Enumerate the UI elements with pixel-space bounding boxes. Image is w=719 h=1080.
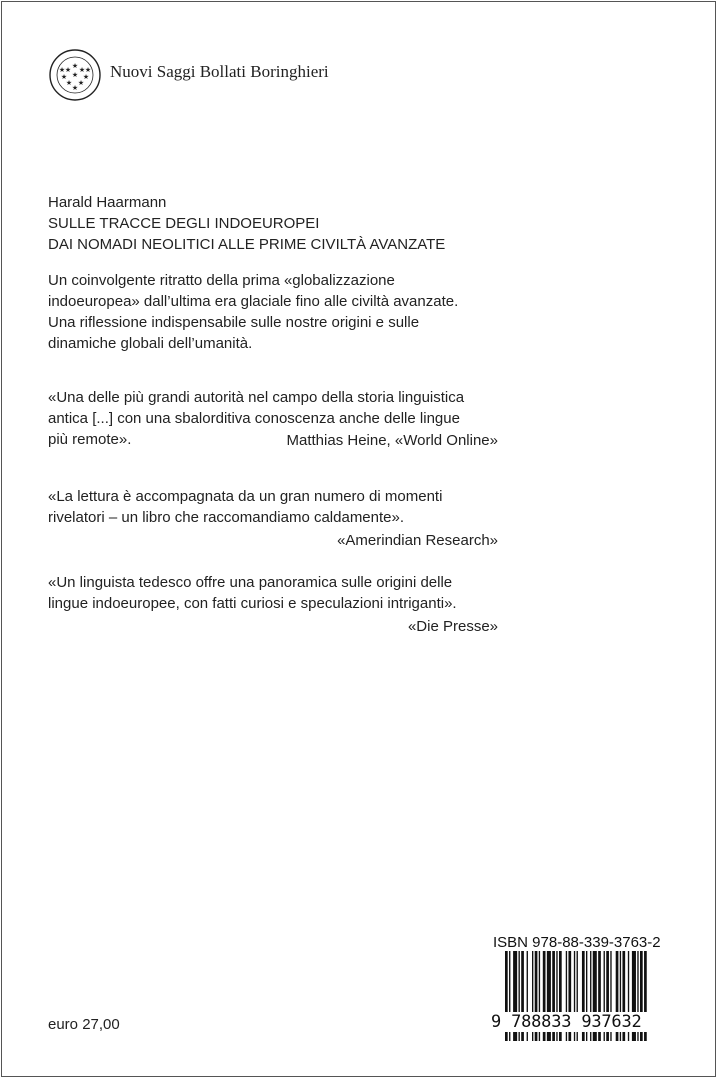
svg-text:★: ★ <box>60 74 68 81</box>
series-name: Nuovi Saggi Bollati Boringhieri <box>110 62 329 81</box>
svg-text:★: ★ <box>71 63 79 70</box>
quote-line: più remote». <box>48 431 132 448</box>
quote-source: «Amerindian Research» <box>337 532 498 549</box>
quote-line: «Un linguista tedesco offre una panoramica sulle origini delle <box>48 574 453 591</box>
author-name: Harald Haarmann <box>48 194 167 211</box>
svg-text:★: ★ <box>84 67 92 74</box>
star-seal-logo-icon <box>48 48 102 102</box>
quote-line: lingue indoeuropee, con fatti curiosi e speculazioni intriganti». <box>48 595 457 612</box>
review-quote <box>48 486 498 551</box>
price: euro 27,00 <box>48 1016 120 1033</box>
barcode-digits: 9 788833 937632 <box>491 1012 671 1032</box>
description-line: Un coinvolgente ritratto della prima «globalizzazione <box>48 272 395 289</box>
book-subtitle: DAI NOMADI NEOLITICI ALLE PRIME CIVILTÀ AVANZATE <box>48 236 446 253</box>
svg-text:★: ★ <box>77 80 85 87</box>
book-info <box>48 192 445 255</box>
svg-text:★: ★ <box>71 72 79 79</box>
quote-line: «La lettura è accompagnata da un gran numero di momenti <box>48 488 443 505</box>
svg-text:★: ★ <box>82 74 90 81</box>
quote-source: «Die Presse» <box>407 618 498 635</box>
description-line: indoeuropea» dall’ultima era glaciale fino alle civiltà avanzate. <box>48 293 459 310</box>
quote-source: Matthias Heine, «World Online» <box>286 432 498 449</box>
quote-line: antica [...] con una sbalorditiva conoscenza anche delle lingue <box>48 410 460 427</box>
review-quote <box>48 572 498 637</box>
svg-text:★: ★ <box>78 67 86 74</box>
description-line: Una riflessione indispensabile sulle nostre origini e sulle <box>48 314 420 331</box>
svg-text:★: ★ <box>64 67 72 74</box>
review-quote <box>48 387 498 451</box>
svg-text:★: ★ <box>71 85 79 92</box>
isbn: ISBN 978-88-339-3763-2 <box>493 934 661 951</box>
svg-text:★: ★ <box>65 80 73 87</box>
description <box>48 270 518 354</box>
quote-line: rivelatori – un libro che raccomandiamo caldamente». <box>48 509 405 526</box>
svg-text:★: ★ <box>58 67 66 74</box>
quote-line: «Una delle più grandi autorità nel campo della storia linguistica <box>48 389 465 406</box>
book-title: SULLE TRACCE DEGLI INDOEUROPEI <box>48 215 320 232</box>
description-line: dinamiche globali dell’umanità. <box>48 335 253 352</box>
